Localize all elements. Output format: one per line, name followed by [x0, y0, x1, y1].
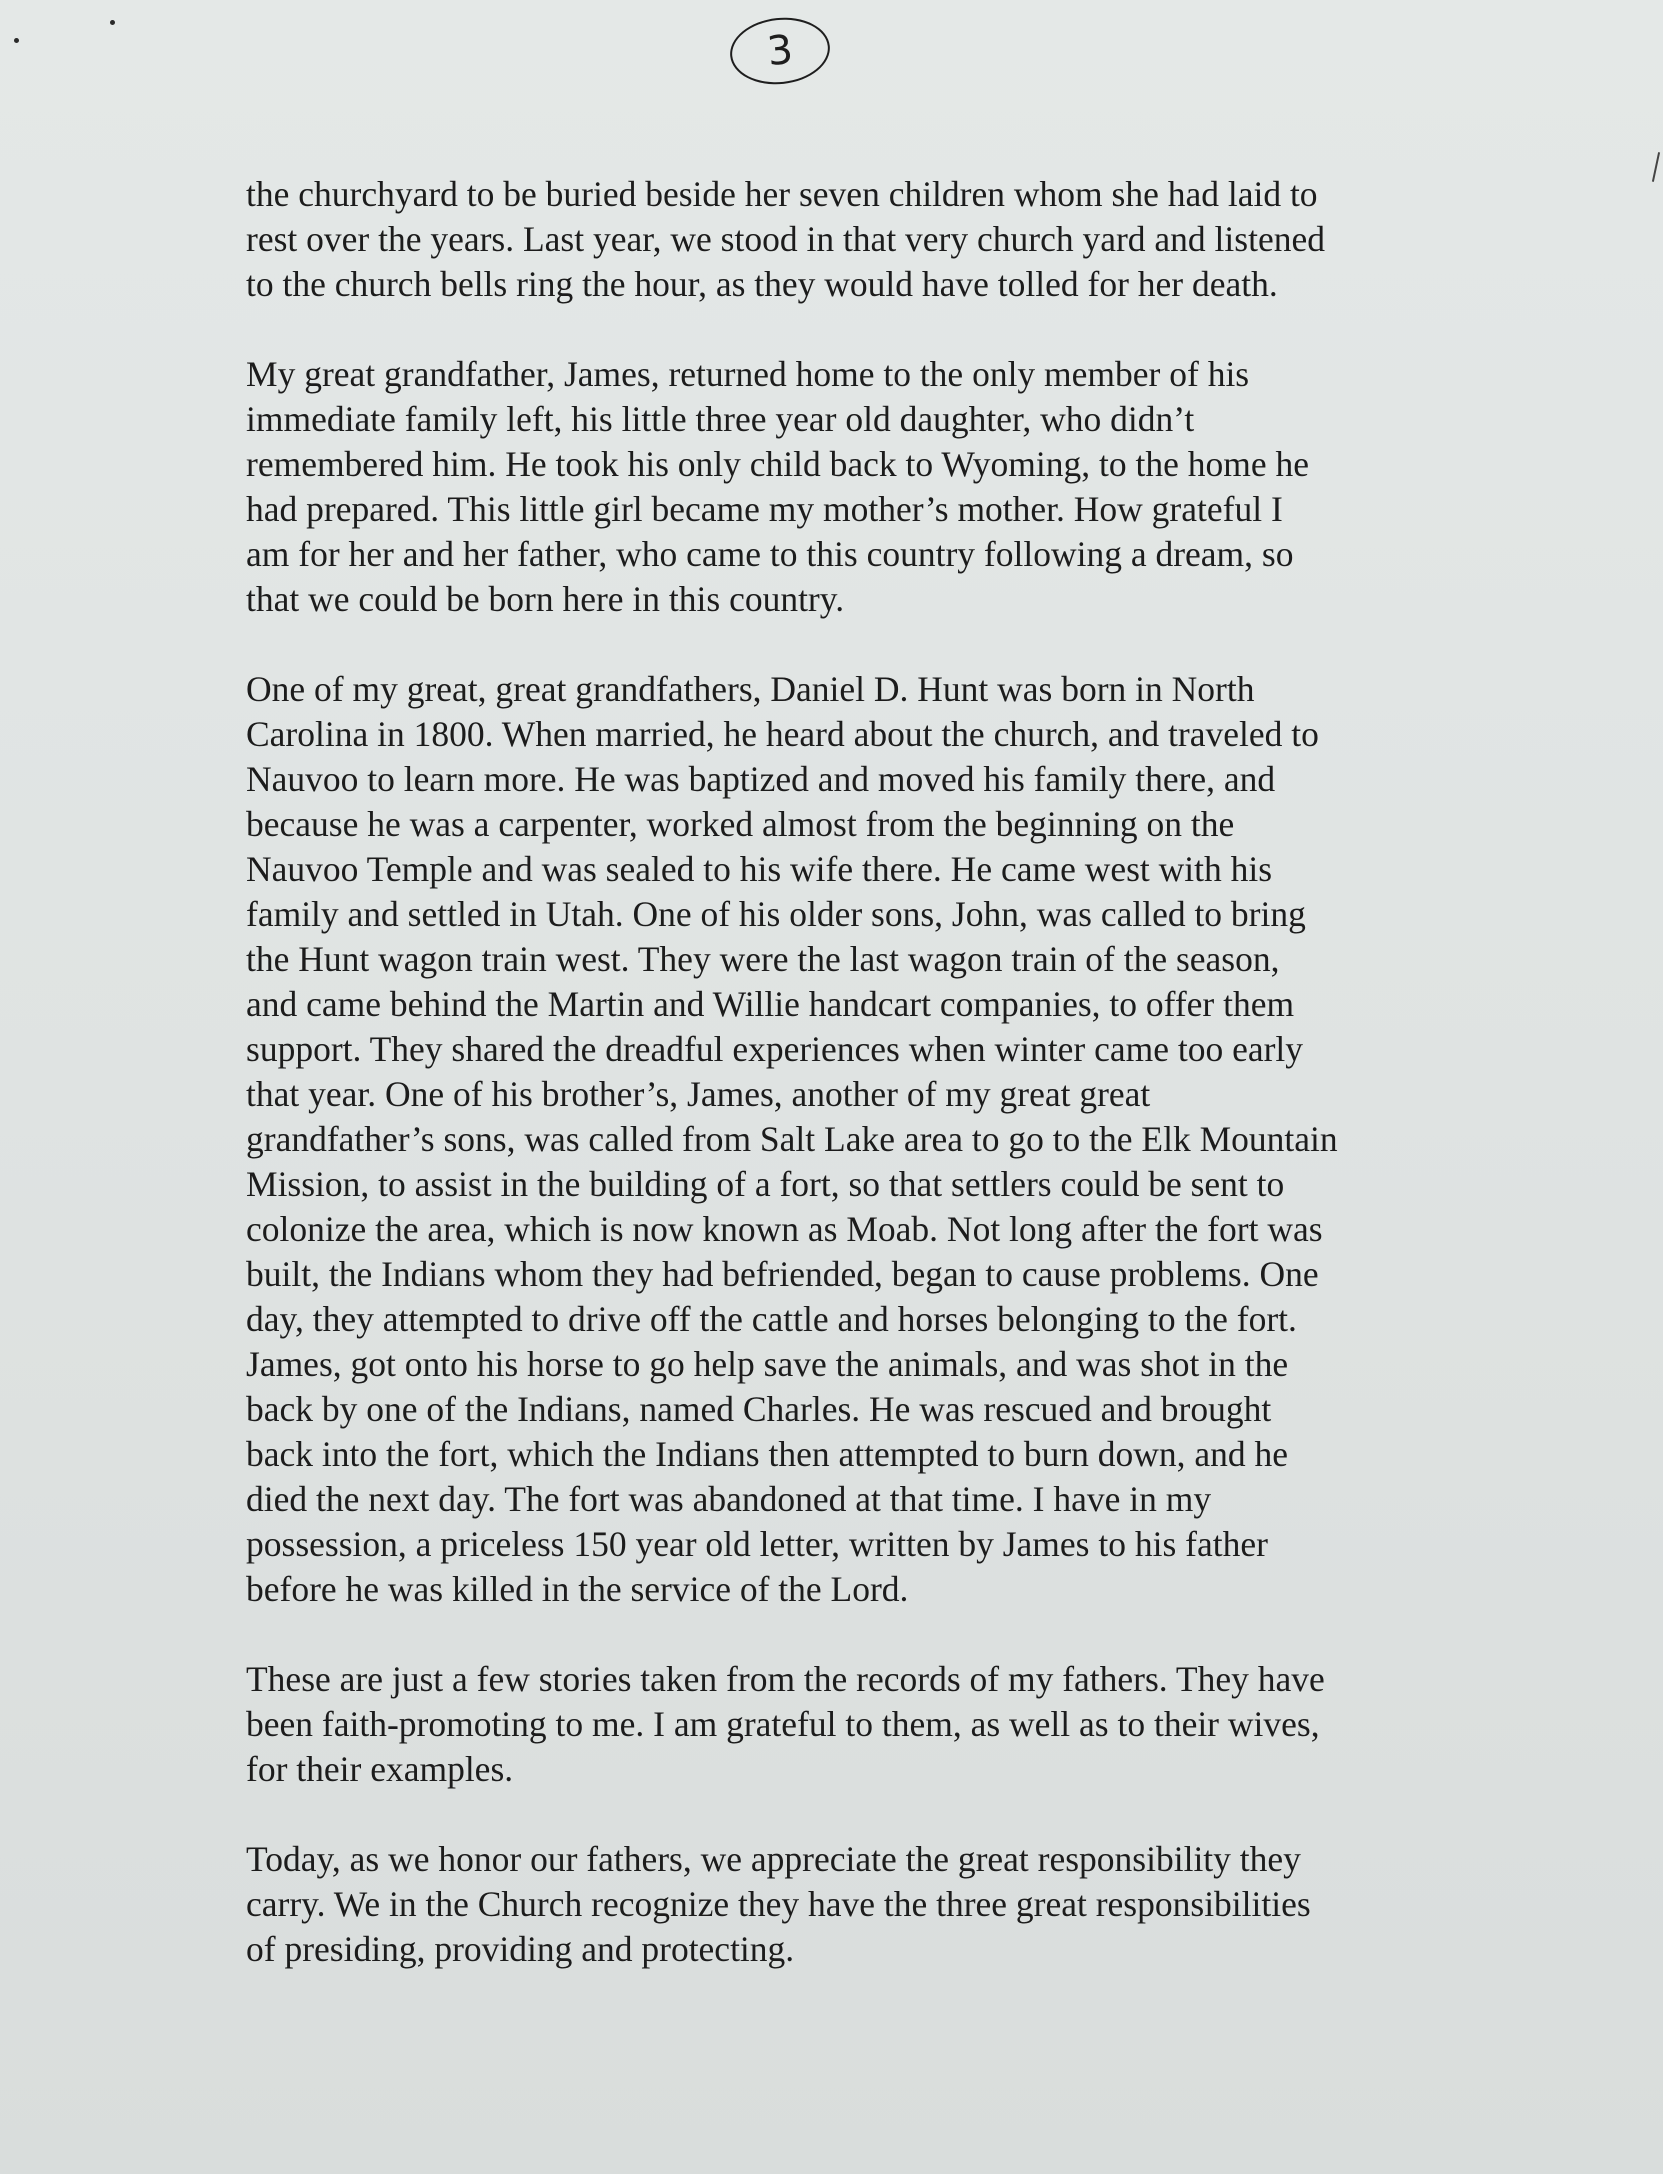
text-line: am for her and her father, who came to this country following a dream, so — [246, 534, 1294, 574]
paper-speck — [110, 20, 115, 25]
text-line: the churchyard to be buried beside her seven children whom she had laid to — [246, 174, 1318, 214]
text-line: because he was a carpenter, worked almost from the beginning on the — [246, 804, 1235, 844]
text-line: James, got onto his horse to go help save the animals, and was shot in the — [246, 1344, 1289, 1384]
text-line: carry. We in the Church recognize they have the three great responsibilities — [246, 1884, 1311, 1924]
text-line: Mission, to assist in the building of a fort, so that settlers could be sent to — [246, 1164, 1285, 1204]
body-text — [246, 172, 1476, 2017]
text-line: Today, as we honor our fathers, we appreciate the great responsibility they — [246, 1839, 1301, 1879]
text-line: to the church bells ring the hour, as they would have tolled for her death. — [246, 264, 1278, 304]
text-line: remembered him. He took his only child back to Wyoming, to the home he — [246, 444, 1309, 484]
text-line: that we could be born here in this country. — [246, 579, 845, 619]
text-line: and came behind the Martin and Willie handcart companies, to offer them — [246, 984, 1295, 1024]
text-line: These are just a few stories taken from the records of my fathers. They have — [246, 1659, 1325, 1699]
text-line: that year. One of his brother’s, James, another of my great great — [246, 1074, 1151, 1114]
page-number-text: 3 — [764, 26, 796, 76]
text-line: before he was killed in the service of the Lord. — [246, 1569, 909, 1609]
text-line: had prepared. This little girl became my mother’s mother. How grateful I — [246, 489, 1283, 529]
paragraph — [246, 1837, 1476, 1972]
text-line: grandfather’s sons, was called from Salt Lake area to go to the Elk Mountain — [246, 1119, 1338, 1159]
text-line: colonize the area, which is now known as Moab. Not long after the fort was — [246, 1209, 1323, 1249]
text-line: died the next day. The fort was abandoned at that time. I have in my — [246, 1479, 1212, 1519]
text-line: back into the fort, which the Indians then attempted to burn down, and he — [246, 1434, 1289, 1474]
text-line: back by one of the Indians, named Charles. He was rescued and brought — [246, 1389, 1272, 1429]
text-line: Carolina in 1800. When married, he heard about the church, and traveled to — [246, 714, 1319, 754]
paper-edge-mark — [1652, 152, 1660, 182]
text-line: been faith-promoting to me. I am grateful to them, as well as to their wives, — [246, 1704, 1320, 1744]
text-line: of presiding, providing and protecting. — [246, 1929, 795, 1969]
text-line: possession, a priceless 150 year old letter, written by James to his father — [246, 1524, 1268, 1564]
paragraph — [246, 1657, 1476, 1792]
text-line: rest over the years. Last year, we stood in that very church yard and listened — [246, 219, 1325, 259]
text-line: Nauvoo to learn more. He was baptized and moved his family there, and — [246, 759, 1276, 799]
paragraph — [246, 352, 1476, 622]
handwritten-page-number — [727, 13, 833, 89]
paper-speck — [14, 38, 19, 43]
text-line: My great grandfather, James, returned home to the only member of his — [246, 354, 1250, 394]
text-line: built, the Indians whom they had befriended, began to cause problems. One — [246, 1254, 1319, 1294]
paragraph — [246, 172, 1476, 307]
text-line: the Hunt wagon train west. They were the last wagon train of the season, — [246, 939, 1280, 979]
text-line: One of my great, great grandfathers, Daniel D. Hunt was born in North — [246, 669, 1255, 709]
text-line: for their examples. — [246, 1749, 514, 1789]
text-line: day, they attempted to drive off the cattle and horses belonging to the fort. — [246, 1299, 1297, 1339]
text-line: family and settled in Utah. One of his older sons, John, was called to bring — [246, 894, 1306, 934]
text-line: support. They shared the dreadful experiences when winter came too early — [246, 1029, 1304, 1069]
paragraph — [246, 667, 1476, 1612]
text-line: Nauvoo Temple and was sealed to his wife there. He came west with his — [246, 849, 1273, 889]
text-line: immediate family left, his little three year old daughter, who didn’t — [246, 399, 1195, 439]
